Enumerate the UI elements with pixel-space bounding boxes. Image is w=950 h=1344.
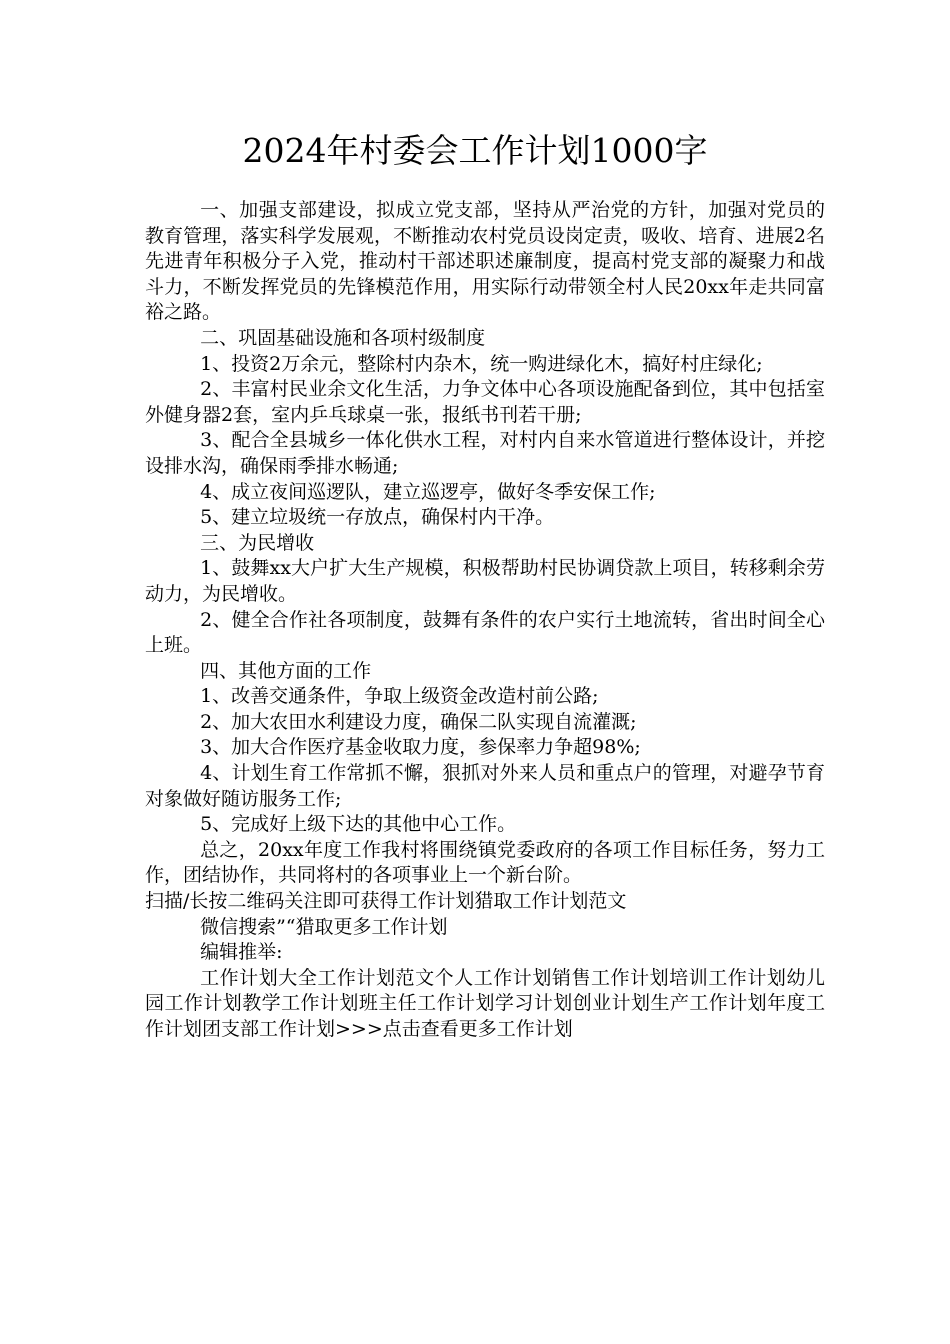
section-heading-other-work: 四、其他方面的工作 xyxy=(200,659,372,682)
paragraph-greening: 1、投资2万余元，整除村内杂木，统一购进绿化木，搞好村庄绿化; xyxy=(200,352,763,375)
paragraph-central-work: 5、完成好上级下达的其他中心工作。 xyxy=(200,813,517,836)
paragraph-irrigation: 2、加大农田水利建设力度，确保二队实现自流灌溉; xyxy=(200,710,637,733)
paragraph-wechat-search: 微信搜索”“猎取更多工作计划 xyxy=(200,915,448,938)
paragraph-qr-notice: 扫描/长按二维码关注即可获得工作计划猎取工作计划范文 xyxy=(145,890,627,913)
document-body xyxy=(145,198,825,1043)
paragraph-water-supply: 3、配合全县城乡一体化供水工程，对村内自来水管道进行整体设计，并挖设排水沟，确保雨季排水畅通; xyxy=(145,429,825,477)
paragraph-large-households: 1、鼓舞xx大户扩大生产规模，积极帮助村民协调贷款上项目，转移剩余劳动力，为民增收。 xyxy=(145,557,825,605)
paragraph-medical-fund: 3、加大合作医疗基金收取力度，参保率力争超98%; xyxy=(200,736,641,759)
section-heading-income: 三、为民增收 xyxy=(200,531,315,554)
paragraph-garbage: 5、建立垃圾统一存放点，确保村内干净。 xyxy=(200,506,555,529)
section-heading-infrastructure: 二、巩固基础设施和各项村级制度 xyxy=(200,326,486,349)
paragraph-traffic: 1、改善交通条件，争取上级资金改造村前公路; xyxy=(200,685,599,708)
paragraph-summary: 总之，20xx年度工作我村将围绕镇党委政府的各项工作目标任务，努力工作，团结协作，共同将村的各项事业上一个新台阶。 xyxy=(145,838,825,887)
paragraph-editor-recommend: 编辑推举: xyxy=(200,941,283,964)
paragraph-cooperative: 2、健全合作社各项制度，鼓舞有条件的农户实行土地流转，省出时间全心上班。 xyxy=(145,608,825,657)
paragraph-night-patrol: 4、成立夜间巡逻队，建立巡逻亭，做好冬季安保工作; xyxy=(200,480,656,503)
paragraph-related-links[interactable]: 工作计划大全工作计划范文个人工作计划销售工作计划培训工作计划幼儿园工作计划教学工作计划班主任工作计划学习计划创业计划生产工作计划年度工作计划团支部工作计划>>>点击查看更多工作计划 xyxy=(145,966,825,1040)
paragraph-culture: 2、丰富村民业余文化生活，力争文体中心各项设施配备到位，其中包括室外健身器2套，室内乒乓球桌一张，报纸书刊若干册; xyxy=(145,378,825,426)
paragraph-family-planning: 4、计划生育工作常抓不懈，狠抓对外来人员和重点户的管理，对避孕节育对象做好随访服务工作; xyxy=(145,762,825,810)
paragraph-party-building: 一、加强支部建设，拟成立党支部，坚持从严治党的方针，加强对党员的教育管理，落实科学发展观，不断推动农村党员设岗定责，吸收、培育、进展2名先进青年积极分子入党，推动村干部述职述廉制度，提高村党支部的凝聚力和战斗力，不断发挥党员的先锋模范作用，用实际行动带领全村人民20xx年走共同富裕之路。 xyxy=(145,199,825,324)
document-title: 2024年村委会工作计划1000字 xyxy=(242,131,708,170)
